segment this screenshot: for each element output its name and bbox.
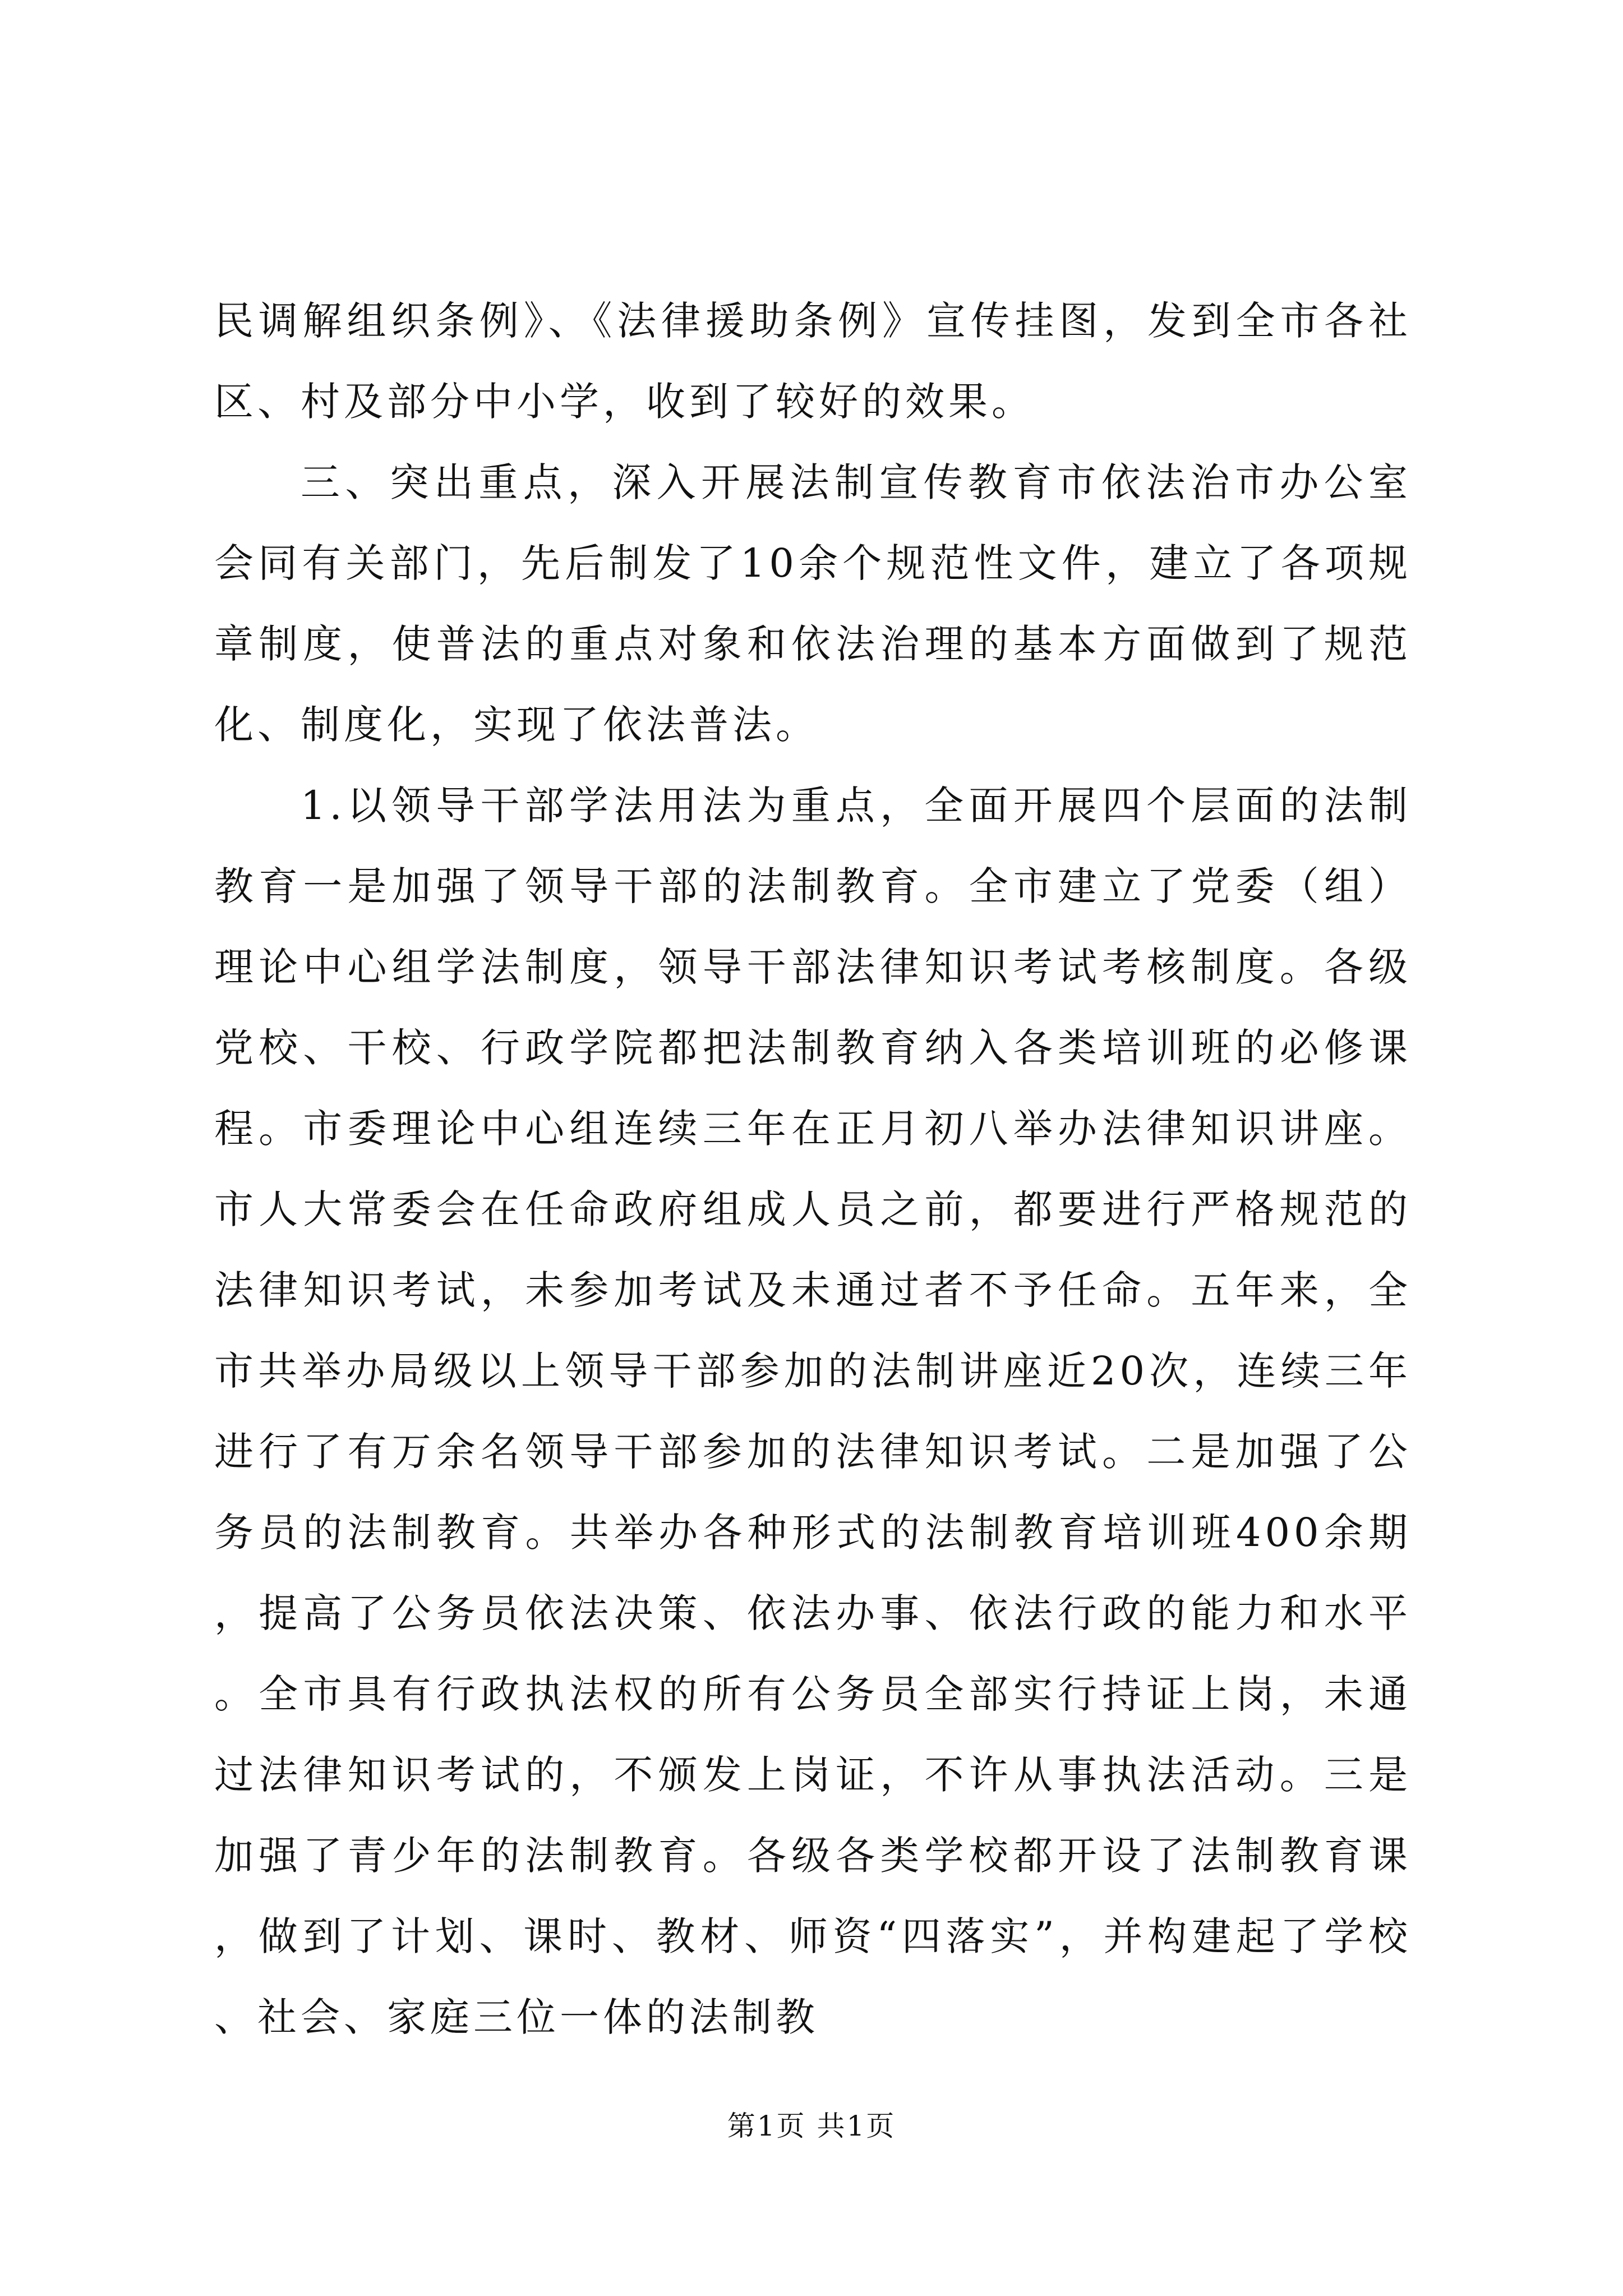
paragraph-continuation: 民调解组织条例》、《法律援助条例》宣传挂图，发到全市各社区、村及部分中小学，收到了较好的效果。 — [214, 298, 1412, 425]
paragraph-item-one: 1.以领导干部学法用法为重点，全面开展四个层面的法制教育一是加强了领导干部的法制教育。全市建立了党委（组）理论中心组学法制度，领导干部法律知识考试考核制度。各级党校、干校、行政学院都把法制教育纳入各类培训班的必修课程。市委理论中心组连续三年在正月初八举办法律知识讲座。市人大常委会在任命政府组成人员之前，都要进行严格规范的法律知识考试，未参加考试及未通过者不予任命。五年来，全市共举办局级以上领导干部参加的法制讲座近20次，连续三年进行了有万余名领导干部参加的法律知识考试。二是加强了公务员的法制教育。共举办各种形式的法制教育培训班400余期，提高了公务员依法决策、依法办事、依法行政的能力和水平。全市具有行政执法权的所有公务员全部实行持证上岗，未通过法律知识考试的，不颁发上岗证，不许从事执法活动。三是加强了青少年的法制教育。各级各类学校都开设了法制教育课，做到了计划、课时、教材、师资“四落实”，并构建起了学校、社会、家庭三位一体的法制教 — [214, 783, 1412, 2040]
document-body — [214, 280, 1412, 2058]
paragraph-section-three: 三、突出重点，深入开展法制宣传教育市依法治市办公室会同有关部门，先后制发了10余个规范性文件，建立了各项规章制度，使普法的重点对象和依法治理的基本方面做到了规范化、制度化，实现了依法普法。 — [214, 459, 1412, 748]
page-number-footer: 第1页 共1页 — [727, 2110, 896, 2142]
